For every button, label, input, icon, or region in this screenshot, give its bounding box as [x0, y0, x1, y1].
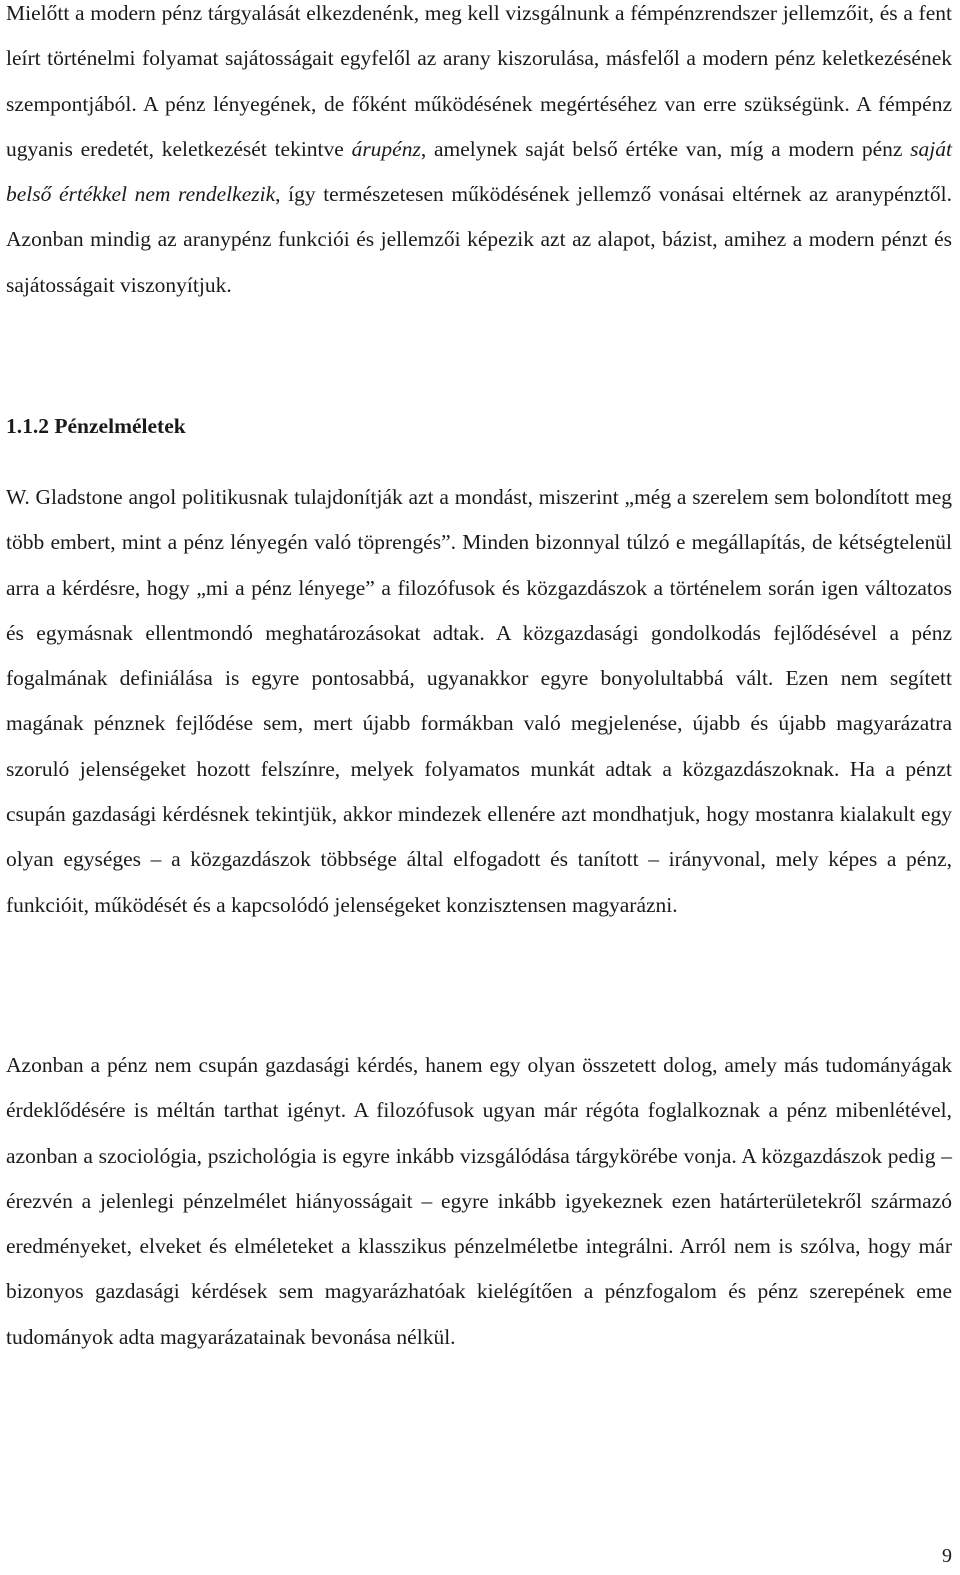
paragraph-2: W. Gladstone angol politikusnak tulajdonítják azt a mondást, miszerint „még a szerelem sem bolondított meg több embert, mint a pénz lényegén való töprengés”. Minden bizonnyal túlzó e megállapítás, de kétségtelenül arra a kérdésre, hogy „mi a pénz lényege” a filozófusok és közgazdászok a történelem során igen változatos és egymásnak ellentmondó meghatározásokat adtak. A közgazdasági gondolkodás fejlődésével a pénz fogalmának definiálása is egyre pontosabbá, ugyanakkor egyre bonyolultabbá vált. Ezen nem segített magának pénznek fejlődése sem, mert újabb formákban való megjelenése, újabb és újabb magyarázatra szoruló jelenségeket hozott felszínre, melyek folyamatos munkát adtak a közgazdászoknak. Ha a pénzt csupán gazdasági kérdésnek tekintjük, akkor mindezek ellenére azt mondhatjuk, hogy mostanra kialakult egy olyan egységes – a közgazdászok többsége által elfogadott és tanított – irányvonal, mely képes a pénz, funkcióit, működését és a kapcsolódó jelenségeket konzisztensen magyarázni.: [6, 485, 952, 917]
paragraph-1: [6, 0, 952, 308]
paragraph-1-italic-b: saját belső értékkel nem rendelkezik: [6, 136, 952, 207]
paragraph-1-text-a: Mielőtt a modern pénz tárgyalását elkezdenénk, meg kell vizsgálnunk a fémpénzrendszer jellemzőit, és a fent leírt történelmi folyamat sajátosságait egyfelől az arany kiszorulása, másfelől a modern pénz keletkezésének szempontjából. A pénz lényegének, de főként működésének megértéséhez van erre szükségünk. A fémpénz ugyanis eredetét, keletkezését tekintve: [6, 1, 952, 161]
paragraph-1-text-c: , így természetesen működésének jellemző vonásai eltérnek az aranypénztől. Azonban mindig az aranypénz funkciói és jellemzői képezik azt az alapot, bázist, amihez a modern pénzt és sajátosságait viszonyítjuk.: [6, 182, 953, 297]
paragraph-1-text-b: , amelynek saját belső értéke van, míg a modern pénz: [420, 136, 911, 161]
paragraph-3: Azonban a pénz nem csupán gazdasági kérdés, hanem egy olyan összetett dolog, amely más tudományágak érdeklődésére is méltán tarthat igényt. A filozófusok ugyan már régóta foglalkoznak a pénz mibenlétével, azonban a szociológia, pszichológia is egyre inkább vizsgálódása tárgykörébe vonja. A közgazdászok pedig – érezvén a jelenlegi pénzelmélet hiányosságait – egyre inkább igyekeznek ezen határterületekről származó eredményeket, elveket és elméleteket a klasszikus pénzelméletbe integrálni. Arról nem is szólva, hogy már bizonyos gazdasági kérdések sem magyarázhatóak kielégítően a pénzfogalom és pénz szerepének eme tudományok adta magyarázatainak bevonása nélkül.: [6, 1053, 952, 1349]
page-number: 9: [942, 1545, 952, 1567]
paragraph-1-italic-a: árupénz: [351, 136, 421, 161]
section-heading: 1.1.2 Pénzelméletek: [6, 414, 186, 438]
